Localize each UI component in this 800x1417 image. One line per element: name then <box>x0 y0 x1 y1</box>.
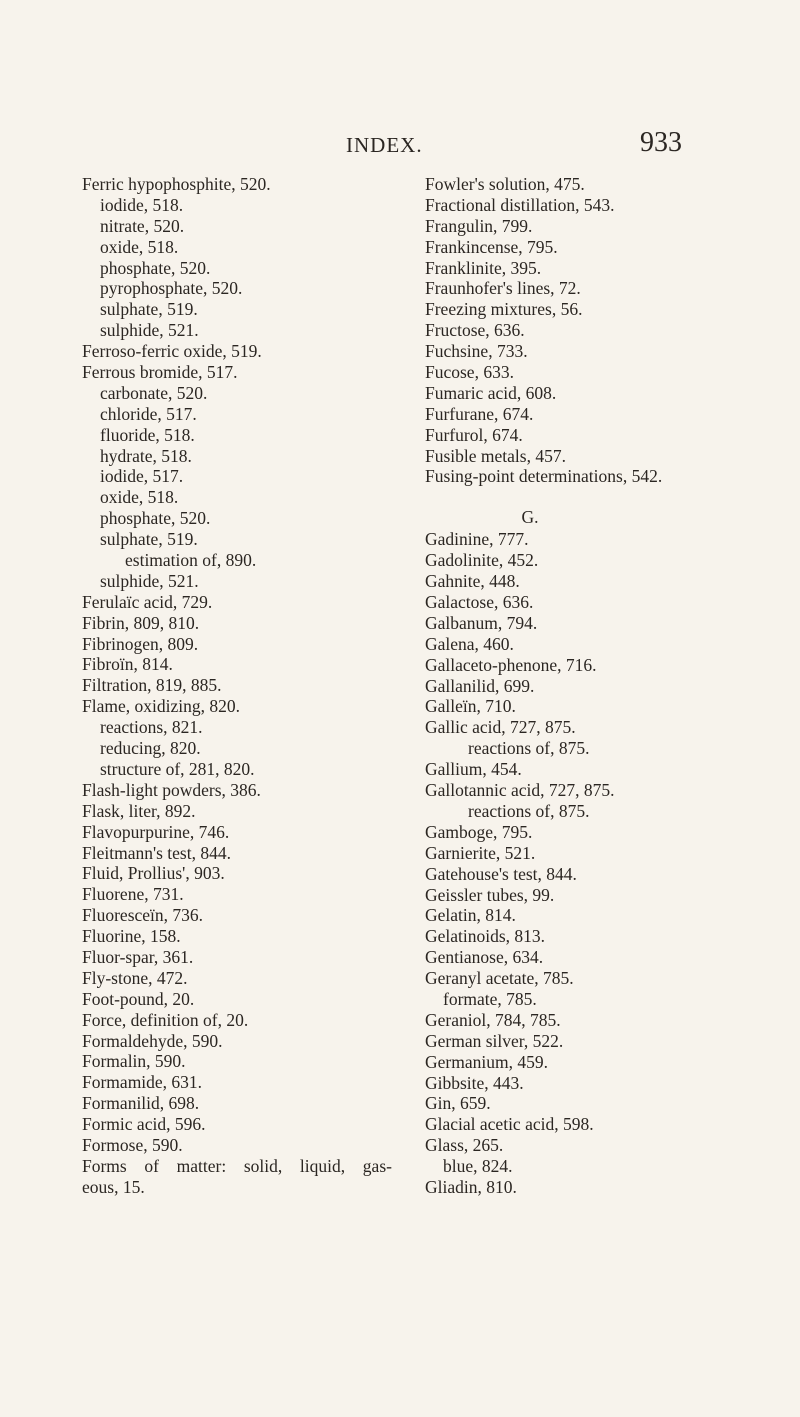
index-entry: Fluorene, 731. <box>82 884 184 905</box>
index-subentry: phosphate, 520. <box>100 257 211 278</box>
index-entry: Formic acid, 596. <box>82 1114 206 1135</box>
index-entry-continuation: eous, 15. <box>82 1176 145 1197</box>
index-entry: Filtration, 819, 885. <box>82 675 222 696</box>
index-entry: Fowler's solution, 475. <box>425 174 585 194</box>
index-entry: Fumaric acid, 608. <box>425 382 557 403</box>
running-head: INDEX. <box>346 133 423 157</box>
index-entry: Furfurane, 674. <box>425 403 534 424</box>
index-entry-word: solid, <box>243 1155 283 1176</box>
index-subentry: reactions of, 875. <box>468 800 590 821</box>
index-column-left <box>82 174 412 1198</box>
index-entry: Gliadin, 810. <box>425 1176 517 1197</box>
index-entry: Flame, oxidizing, 820. <box>82 696 240 717</box>
index-subentry: reducing, 820. <box>100 738 201 759</box>
index-entry: Geranyl acetate, 785. <box>425 968 574 989</box>
index-entry: Geraniol, 784, 785. <box>425 1009 561 1030</box>
index-subentry: nitrate, 520. <box>100 215 185 236</box>
index-entry-word: of <box>144 1155 159 1176</box>
index-subentry: structure of, 281, 820. <box>100 758 255 779</box>
index-entry: Garnierite, 521. <box>425 842 536 863</box>
index-entry: Fly-stone, 472. <box>82 967 188 988</box>
section-letter: G. <box>521 507 539 528</box>
index-entry: Flask, liter, 892. <box>82 800 196 821</box>
index-entry: Fraunhofer's lines, 72. <box>425 278 581 299</box>
index-subentry: carbonate, 520. <box>100 382 208 403</box>
index-entry: Gallic acid, 727, 875. <box>425 717 576 738</box>
index-entry: Gallotannic acid, 727, 875. <box>425 780 615 801</box>
index-entry: Gatehouse's test, 844. <box>425 863 577 884</box>
index-entry: Gelatinoids, 813. <box>425 926 546 947</box>
index-entry: Frankincense, 795. <box>425 236 558 257</box>
index-entry: Fleitmann's test, 844. <box>82 842 231 863</box>
index-entry-word: liquid, <box>299 1155 346 1176</box>
index-entry: Gelatin, 814. <box>425 905 516 926</box>
index-entry: Gentianose, 634. <box>425 947 544 968</box>
index-entry: Fractional distillation, 543. <box>425 194 615 215</box>
index-entry: Gin, 659. <box>425 1093 491 1114</box>
index-subentry: formate, 785. <box>443 988 537 1009</box>
index-entry-word: Forms <box>82 1155 127 1176</box>
index-subentry: sulphide, 521. <box>100 570 199 591</box>
index-entry: Ferroso-ferric oxide, 519. <box>82 341 262 362</box>
index-entry: Gahnite, 448. <box>425 571 520 592</box>
index-entry: Fructose, 636. <box>425 320 525 341</box>
index-entry: Ferulaïc acid, 729. <box>82 591 213 612</box>
index-entry: Fusible metals, 457. <box>425 445 566 466</box>
index-entry: Galactose, 636. <box>425 592 534 613</box>
index-entries-f <box>425 174 765 487</box>
index-subentry: pyrophosphate, 520. <box>100 278 243 299</box>
index-entry: Gadinine, 777. <box>425 529 529 550</box>
index-subentry: blue, 824. <box>443 1156 513 1177</box>
index-column-right <box>425 174 765 1198</box>
index-entry: Formose, 590. <box>82 1134 183 1155</box>
index-entry: Fluoresceïn, 736. <box>82 905 204 926</box>
index-entry: Galbanum, 794. <box>425 612 538 633</box>
index-entry: Furfurol, 674. <box>425 424 523 445</box>
index-entry: Fibrinogen, 809. <box>82 633 199 654</box>
index-entry: Fibroïn, 814. <box>82 654 173 675</box>
index-entry: German silver, 522. <box>425 1030 564 1051</box>
index-subentry: reactions, 821. <box>100 717 203 738</box>
index-subentry: oxide, 518. <box>100 236 179 257</box>
index-entry: Gallaceto-phenone, 716. <box>425 654 597 675</box>
index-entry: Formanilid, 698. <box>82 1093 200 1114</box>
index-entry: Glacial acetic acid, 598. <box>425 1114 594 1135</box>
index-entry: Gadolinite, 452. <box>425 550 539 571</box>
index-entry: Glass, 265. <box>425 1135 504 1156</box>
index-entry: Galena, 460. <box>425 633 514 654</box>
index-subentry: estimation of, 890. <box>125 550 257 571</box>
index-subentry: phosphate, 520. <box>100 508 211 529</box>
index-entry-word: gas- <box>362 1155 392 1176</box>
index-entry: Germanium, 459. <box>425 1051 548 1072</box>
index-entry: Ferric hypophosphite, 520. <box>82 174 271 194</box>
index-entry: Fluorine, 158. <box>82 926 181 947</box>
index-entry: Fluor-spar, 361. <box>82 946 194 967</box>
index-subentry: iodide, 517. <box>100 466 184 487</box>
index-entry: Flavopurpurine, 746. <box>82 821 230 842</box>
page-header <box>0 127 800 163</box>
index-entry: Gallanilid, 699. <box>425 675 535 696</box>
index-entry: Fusing-point determinations, 542. <box>425 466 663 487</box>
index-entry-wrapped <box>82 1156 392 1177</box>
index-subentry: hydrate, 518. <box>100 445 192 466</box>
index-entry: Formamide, 631. <box>82 1072 203 1093</box>
index-subentry: sulphide, 521. <box>100 320 199 341</box>
index-entry: Flash-light powders, 386. <box>82 779 261 800</box>
index-entry: Frangulin, 799. <box>425 215 533 236</box>
index-entry: Force, definition of, 20. <box>82 1009 249 1030</box>
index-subentry: oxide, 518. <box>100 487 179 508</box>
index-subentry: sulphate, 519. <box>100 299 198 320</box>
index-entry: Ferrous bromide, 517. <box>82 362 238 383</box>
index-entry: Fuchsine, 733. <box>425 341 528 362</box>
index-entry-word: matter: <box>176 1155 227 1176</box>
index-entry: Geissler tubes, 99. <box>425 884 555 905</box>
index-subentry: sulphate, 519. <box>100 529 198 550</box>
index-subentry: iodide, 518. <box>100 194 184 215</box>
index-entry: Formalin, 590. <box>82 1051 186 1072</box>
index-entry: Freezing mixtures, 56. <box>425 299 583 320</box>
index-subentry: reactions of, 875. <box>468 738 590 759</box>
index-subentry: chloride, 517. <box>100 403 197 424</box>
index-entry: Gamboge, 795. <box>425 821 533 842</box>
index-entries-g <box>425 529 765 1198</box>
index-entry: Galleïn, 710. <box>425 696 516 717</box>
index-entry: Franklinite, 395. <box>425 257 542 278</box>
index-entry: Gallium, 454. <box>425 759 522 780</box>
index-entry: Fibrin, 809, 810. <box>82 612 200 633</box>
index-entry: Gibbsite, 443. <box>425 1072 524 1093</box>
index-entry: Foot-pound, 20. <box>82 988 195 1009</box>
index-entry: Fucose, 633. <box>425 362 514 383</box>
index-subentry: fluoride, 518. <box>100 424 195 445</box>
index-entry: Formaldehyde, 590. <box>82 1030 223 1051</box>
page-number: 933 <box>640 127 682 158</box>
index-entry: Fluid, Prollius', 903. <box>82 863 225 884</box>
